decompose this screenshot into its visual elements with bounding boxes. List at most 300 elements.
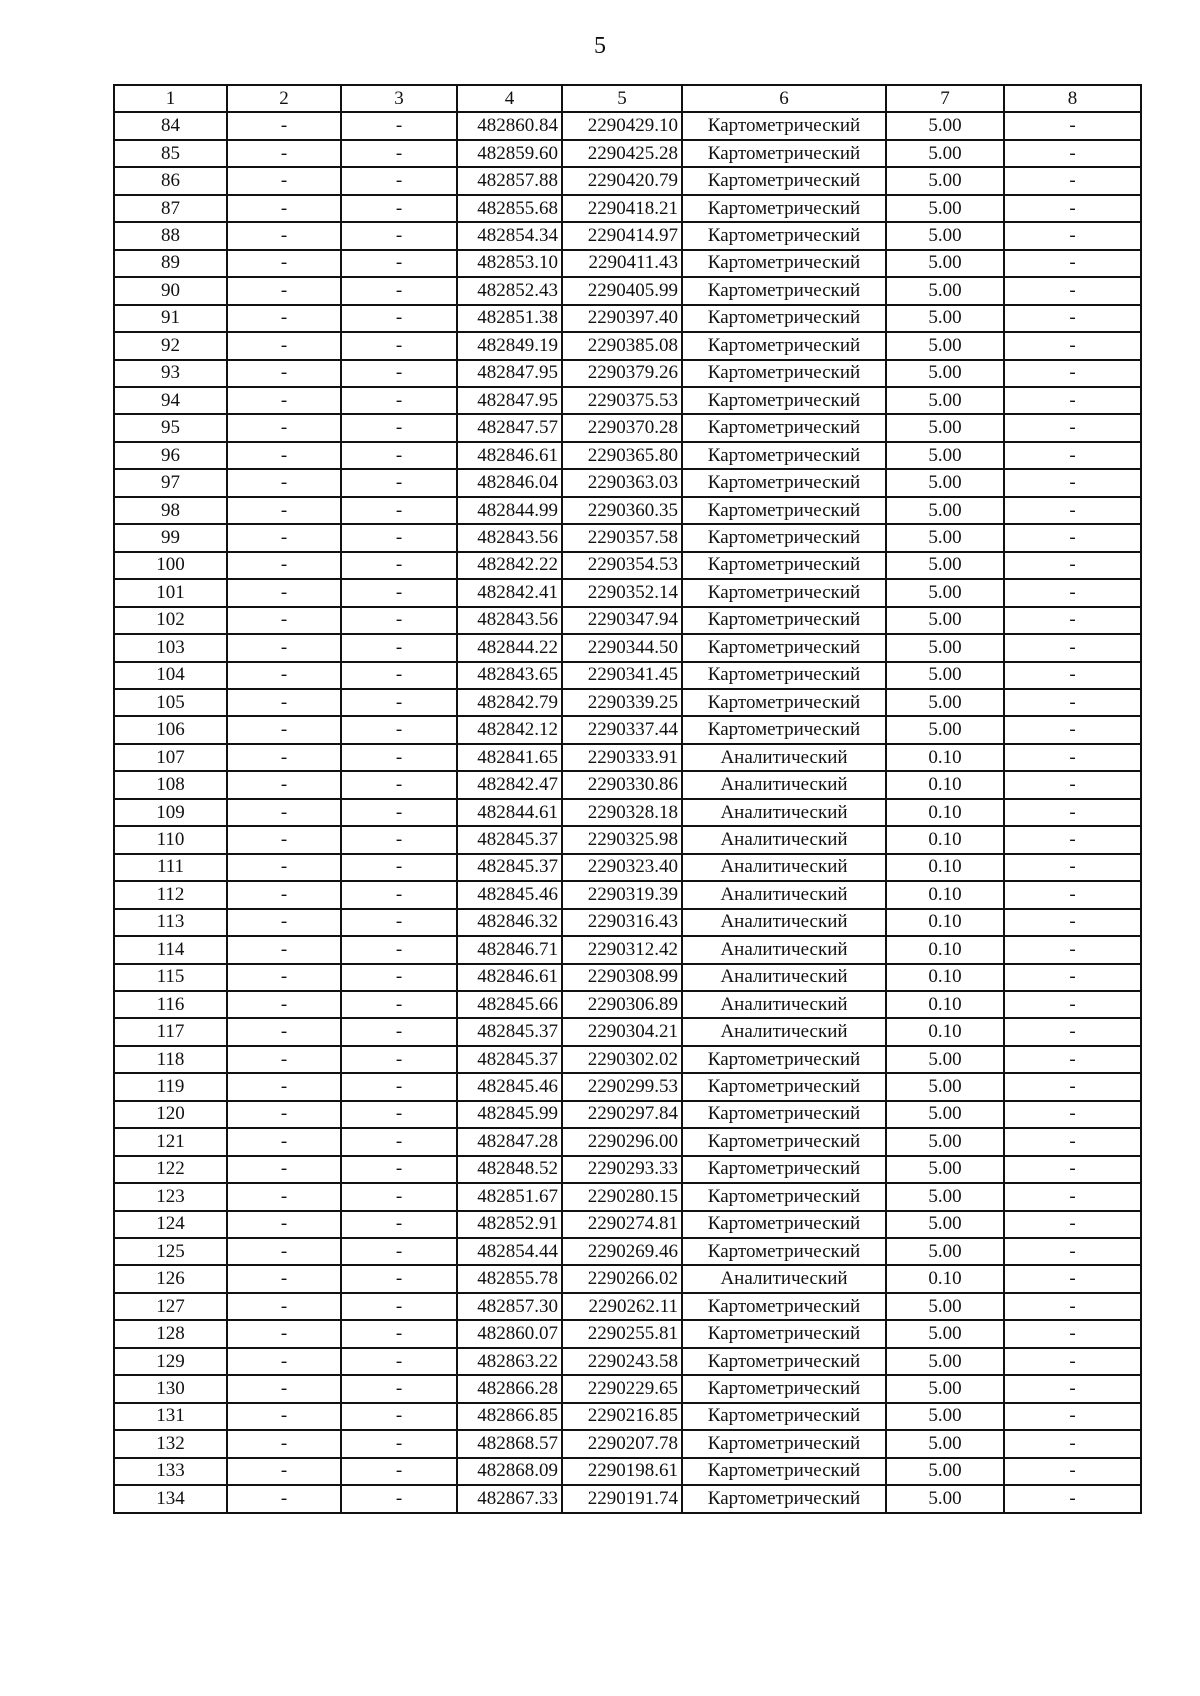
point-number-cell: 119 [114,1073,227,1100]
col8-cell: - [1004,497,1141,524]
table-row [114,277,1141,304]
accuracy-cell: 5.00 [886,387,1004,414]
y-coordinate-cell: 2290330.86 [562,771,682,798]
table-row [114,332,1141,359]
col8-cell: - [1004,360,1141,387]
accuracy-cell: 0.10 [886,881,1004,908]
y-coordinate-cell: 2290375.53 [562,387,682,414]
y-coordinate-cell: 2290191.74 [562,1485,682,1512]
col2-cell: - [227,1238,341,1265]
x-coordinate-cell: 482842.41 [457,579,562,606]
accuracy-cell: 5.00 [886,305,1004,332]
col3-cell: - [341,799,457,826]
col8-cell: - [1004,991,1141,1018]
point-number-cell: 130 [114,1375,227,1402]
table-row [114,1375,1141,1402]
column-header: 4 [457,85,562,112]
table-row [114,1046,1141,1073]
x-coordinate-cell: 482863.22 [457,1348,562,1375]
table-row [114,1265,1141,1292]
y-coordinate-cell: 2290429.10 [562,112,682,139]
accuracy-cell: 0.10 [886,936,1004,963]
point-number-cell: 131 [114,1403,227,1430]
table-body [114,112,1141,1512]
accuracy-cell: 5.00 [886,195,1004,222]
col8-cell: - [1004,1183,1141,1210]
col8-cell: - [1004,1265,1141,1292]
col2-cell: - [227,524,341,551]
col3-cell: - [341,579,457,606]
col2-cell: - [227,277,341,304]
method-cell: Картометрический [682,689,886,716]
x-coordinate-cell: 482845.37 [457,854,562,881]
y-coordinate-cell: 2290319.39 [562,881,682,908]
point-number-cell: 128 [114,1320,227,1347]
point-number-cell: 116 [114,991,227,1018]
x-coordinate-cell: 482857.88 [457,167,562,194]
col3-cell: - [341,305,457,332]
method-cell: Картометрический [682,1430,886,1457]
y-coordinate-cell: 2290274.81 [562,1211,682,1238]
col2-cell: - [227,771,341,798]
col8-cell: - [1004,716,1141,743]
y-coordinate-cell: 2290262.11 [562,1293,682,1320]
method-cell: Картометрический [682,360,886,387]
col3-cell: - [341,360,457,387]
table-row [114,881,1141,908]
x-coordinate-cell: 482844.22 [457,634,562,661]
col3-cell: - [341,1430,457,1457]
col3-cell: - [341,936,457,963]
col2-cell: - [227,799,341,826]
col3-cell: - [341,112,457,139]
table-row [114,387,1141,414]
method-cell: Картометрический [682,1211,886,1238]
col3-cell: - [341,1265,457,1292]
accuracy-cell: 5.00 [886,167,1004,194]
method-cell: Картометрический [682,1046,886,1073]
method-cell: Картометрический [682,414,886,441]
table-row [114,524,1141,551]
col8-cell: - [1004,1156,1141,1183]
y-coordinate-cell: 2290411.43 [562,250,682,277]
accuracy-cell: 5.00 [886,634,1004,661]
table-row [114,1348,1141,1375]
x-coordinate-cell: 482848.52 [457,1156,562,1183]
table-row [114,195,1141,222]
col3-cell: - [341,1375,457,1402]
accuracy-cell: 0.10 [886,909,1004,936]
table-row [114,716,1141,743]
table-row [114,662,1141,689]
col3-cell: - [341,771,457,798]
col8-cell: - [1004,1348,1141,1375]
point-number-cell: 124 [114,1211,227,1238]
table-row [114,936,1141,963]
table-row [114,689,1141,716]
col3-cell: - [341,744,457,771]
x-coordinate-cell: 482842.79 [457,689,562,716]
col3-cell: - [341,387,457,414]
x-coordinate-cell: 482866.85 [457,1403,562,1430]
method-cell: Картометрический [682,112,886,139]
point-number-cell: 115 [114,964,227,991]
col2-cell: - [227,1101,341,1128]
method-cell: Аналитический [682,1265,886,1292]
method-cell: Картометрический [682,167,886,194]
point-number-cell: 112 [114,881,227,908]
col8-cell: - [1004,222,1141,249]
point-number-cell: 100 [114,552,227,579]
y-coordinate-cell: 2290280.15 [562,1183,682,1210]
method-cell: Картометрический [682,1375,886,1402]
col2-cell: - [227,1018,341,1045]
y-coordinate-cell: 2290312.42 [562,936,682,963]
col3-cell: - [341,634,457,661]
table-row [114,1320,1141,1347]
y-coordinate-cell: 2290341.45 [562,662,682,689]
y-coordinate-cell: 2290325.98 [562,826,682,853]
col8-cell: - [1004,607,1141,634]
column-header: 1 [114,85,227,112]
method-cell: Картометрический [682,195,886,222]
col3-cell: - [341,1485,457,1512]
col3-cell: - [341,250,457,277]
table-row [114,305,1141,332]
point-number-cell: 114 [114,936,227,963]
method-cell: Аналитический [682,854,886,881]
x-coordinate-cell: 482857.30 [457,1293,562,1320]
col2-cell: - [227,442,341,469]
method-cell: Картометрический [682,140,886,167]
method-cell: Аналитический [682,1018,886,1045]
col3-cell: - [341,195,457,222]
col2-cell: - [227,881,341,908]
method-cell: Аналитический [682,964,886,991]
accuracy-cell: 5.00 [886,1183,1004,1210]
col3-cell: - [341,662,457,689]
col2-cell: - [227,1265,341,1292]
point-number-cell: 123 [114,1183,227,1210]
col3-cell: - [341,442,457,469]
point-number-cell: 133 [114,1458,227,1485]
accuracy-cell: 5.00 [886,360,1004,387]
col3-cell: - [341,1073,457,1100]
method-cell: Картометрический [682,1458,886,1485]
point-number-cell: 97 [114,469,227,496]
point-number-cell: 118 [114,1046,227,1073]
x-coordinate-cell: 482868.57 [457,1430,562,1457]
col8-cell: - [1004,799,1141,826]
col2-cell: - [227,634,341,661]
accuracy-cell: 5.00 [886,1403,1004,1430]
col3-cell: - [341,1046,457,1073]
accuracy-cell: 5.00 [886,662,1004,689]
col8-cell: - [1004,387,1141,414]
col3-cell: - [341,991,457,1018]
accuracy-cell: 0.10 [886,964,1004,991]
accuracy-cell: 5.00 [886,689,1004,716]
accuracy-cell: 5.00 [886,579,1004,606]
x-coordinate-cell: 482860.07 [457,1320,562,1347]
method-cell: Картометрический [682,305,886,332]
point-number-cell: 113 [114,909,227,936]
point-number-cell: 96 [114,442,227,469]
column-header: 7 [886,85,1004,112]
accuracy-cell: 5.00 [886,1458,1004,1485]
accuracy-cell: 5.00 [886,1046,1004,1073]
method-cell: Аналитический [682,826,886,853]
col2-cell: - [227,167,341,194]
column-header: 3 [341,85,457,112]
table-row [114,634,1141,661]
col3-cell: - [341,1238,457,1265]
x-coordinate-cell: 482859.60 [457,140,562,167]
y-coordinate-cell: 2290363.03 [562,469,682,496]
accuracy-cell: 5.00 [886,552,1004,579]
col8-cell: - [1004,167,1141,194]
method-cell: Аналитический [682,936,886,963]
point-number-cell: 110 [114,826,227,853]
col2-cell: - [227,360,341,387]
col3-cell: - [341,964,457,991]
y-coordinate-cell: 2290255.81 [562,1320,682,1347]
table-row [114,1183,1141,1210]
accuracy-cell: 5.00 [886,497,1004,524]
y-coordinate-cell: 2290297.84 [562,1101,682,1128]
x-coordinate-cell: 482845.46 [457,1073,562,1100]
x-coordinate-cell: 482845.99 [457,1101,562,1128]
y-coordinate-cell: 2290269.46 [562,1238,682,1265]
point-number-cell: 132 [114,1430,227,1457]
point-number-cell: 91 [114,305,227,332]
point-number-cell: 120 [114,1101,227,1128]
col8-cell: - [1004,414,1141,441]
col8-cell: - [1004,524,1141,551]
col2-cell: - [227,1046,341,1073]
point-number-cell: 101 [114,579,227,606]
col3-cell: - [341,881,457,908]
col8-cell: - [1004,881,1141,908]
col8-cell: - [1004,1458,1141,1485]
col3-cell: - [341,716,457,743]
method-cell: Аналитический [682,744,886,771]
col3-cell: - [341,524,457,551]
col2-cell: - [227,1128,341,1155]
accuracy-cell: 5.00 [886,1375,1004,1402]
point-number-cell: 99 [114,524,227,551]
col2-cell: - [227,387,341,414]
accuracy-cell: 0.10 [886,771,1004,798]
col8-cell: - [1004,1430,1141,1457]
x-coordinate-cell: 482843.56 [457,607,562,634]
method-cell: Картометрический [682,662,886,689]
table-row [114,579,1141,606]
point-number-cell: 107 [114,744,227,771]
col2-cell: - [227,579,341,606]
x-coordinate-cell: 482842.22 [457,552,562,579]
col2-cell: - [227,1183,341,1210]
y-coordinate-cell: 2290354.53 [562,552,682,579]
accuracy-cell: 5.00 [886,1430,1004,1457]
col3-cell: - [341,1293,457,1320]
x-coordinate-cell: 482842.47 [457,771,562,798]
method-cell: Картометрический [682,579,886,606]
y-coordinate-cell: 2290365.80 [562,442,682,469]
col3-cell: - [341,1458,457,1485]
col3-cell: - [341,854,457,881]
x-coordinate-cell: 482855.78 [457,1265,562,1292]
col3-cell: - [341,1156,457,1183]
x-coordinate-cell: 482854.44 [457,1238,562,1265]
col2-cell: - [227,222,341,249]
y-coordinate-cell: 2290328.18 [562,799,682,826]
table-row [114,744,1141,771]
col3-cell: - [341,332,457,359]
accuracy-cell: 5.00 [886,250,1004,277]
col2-cell: - [227,112,341,139]
table-row [114,222,1141,249]
table-row [114,469,1141,496]
col8-cell: - [1004,1128,1141,1155]
accuracy-cell: 5.00 [886,1073,1004,1100]
table-row [114,112,1141,139]
column-header: 5 [562,85,682,112]
col3-cell: - [341,1403,457,1430]
accuracy-cell: 5.00 [886,1348,1004,1375]
col2-cell: - [227,497,341,524]
accuracy-cell: 5.00 [886,332,1004,359]
y-coordinate-cell: 2290296.00 [562,1128,682,1155]
col3-cell: - [341,140,457,167]
accuracy-cell: 5.00 [886,140,1004,167]
y-coordinate-cell: 2290216.85 [562,1403,682,1430]
point-number-cell: 102 [114,607,227,634]
y-coordinate-cell: 2290337.44 [562,716,682,743]
col2-cell: - [227,1485,341,1512]
method-cell: Картометрический [682,442,886,469]
col8-cell: - [1004,1403,1141,1430]
accuracy-cell: 5.00 [886,524,1004,551]
accuracy-cell: 5.00 [886,1485,1004,1512]
col2-cell: - [227,250,341,277]
method-cell: Аналитический [682,909,886,936]
method-cell: Аналитический [682,771,886,798]
point-number-cell: 98 [114,497,227,524]
col2-cell: - [227,1403,341,1430]
col3-cell: - [341,909,457,936]
method-cell: Картометрический [682,552,886,579]
table-row [114,497,1141,524]
col2-cell: - [227,607,341,634]
x-coordinate-cell: 482855.68 [457,195,562,222]
x-coordinate-cell: 482867.33 [457,1485,562,1512]
col8-cell: - [1004,662,1141,689]
x-coordinate-cell: 482845.37 [457,1018,562,1045]
col8-cell: - [1004,1375,1141,1402]
y-coordinate-cell: 2290347.94 [562,607,682,634]
col8-cell: - [1004,1293,1141,1320]
table-row [114,1156,1141,1183]
method-cell: Картометрический [682,1101,886,1128]
table-row [114,799,1141,826]
point-number-cell: 129 [114,1348,227,1375]
table-row [114,1073,1141,1100]
col8-cell: - [1004,826,1141,853]
x-coordinate-cell: 482846.32 [457,909,562,936]
table-row [114,360,1141,387]
col8-cell: - [1004,1046,1141,1073]
col8-cell: - [1004,1018,1141,1045]
x-coordinate-cell: 482866.28 [457,1375,562,1402]
x-coordinate-cell: 482845.66 [457,991,562,1018]
method-cell: Картометрический [682,1403,886,1430]
x-coordinate-cell: 482844.99 [457,497,562,524]
col2-cell: - [227,1430,341,1457]
x-coordinate-cell: 482847.57 [457,414,562,441]
y-coordinate-cell: 2290229.65 [562,1375,682,1402]
accuracy-cell: 5.00 [886,1101,1004,1128]
accuracy-cell: 5.00 [886,607,1004,634]
accuracy-cell: 5.00 [886,442,1004,469]
col8-cell: - [1004,909,1141,936]
point-number-cell: 134 [114,1485,227,1512]
col3-cell: - [341,552,457,579]
method-cell: Картометрический [682,387,886,414]
col8-cell: - [1004,579,1141,606]
accuracy-cell: 5.00 [886,112,1004,139]
col3-cell: - [341,167,457,194]
col8-cell: - [1004,112,1141,139]
point-number-cell: 122 [114,1156,227,1183]
point-number-cell: 93 [114,360,227,387]
table-row [114,140,1141,167]
y-coordinate-cell: 2290339.25 [562,689,682,716]
col2-cell: - [227,469,341,496]
point-number-cell: 109 [114,799,227,826]
col8-cell: - [1004,1485,1141,1512]
method-cell: Картометрический [682,1348,886,1375]
col2-cell: - [227,1375,341,1402]
table-row [114,771,1141,798]
table-row [114,1101,1141,1128]
y-coordinate-cell: 2290299.53 [562,1073,682,1100]
method-cell: Картометрический [682,1293,886,1320]
accuracy-cell: 5.00 [886,1320,1004,1347]
col8-cell: - [1004,250,1141,277]
point-number-cell: 87 [114,195,227,222]
column-header: 2 [227,85,341,112]
accuracy-cell: 0.10 [886,991,1004,1018]
column-header: 6 [682,85,886,112]
method-cell: Картометрический [682,1156,886,1183]
point-number-cell: 127 [114,1293,227,1320]
method-cell: Картометрический [682,250,886,277]
col3-cell: - [341,222,457,249]
method-cell: Картометрический [682,1183,886,1210]
accuracy-cell: 0.10 [886,744,1004,771]
col8-cell: - [1004,689,1141,716]
col8-cell: - [1004,1320,1141,1347]
method-cell: Аналитический [682,881,886,908]
col8-cell: - [1004,1101,1141,1128]
col2-cell: - [227,991,341,1018]
col3-cell: - [341,414,457,441]
col8-cell: - [1004,854,1141,881]
col3-cell: - [341,1183,457,1210]
col3-cell: - [341,1348,457,1375]
accuracy-cell: 5.00 [886,1293,1004,1320]
